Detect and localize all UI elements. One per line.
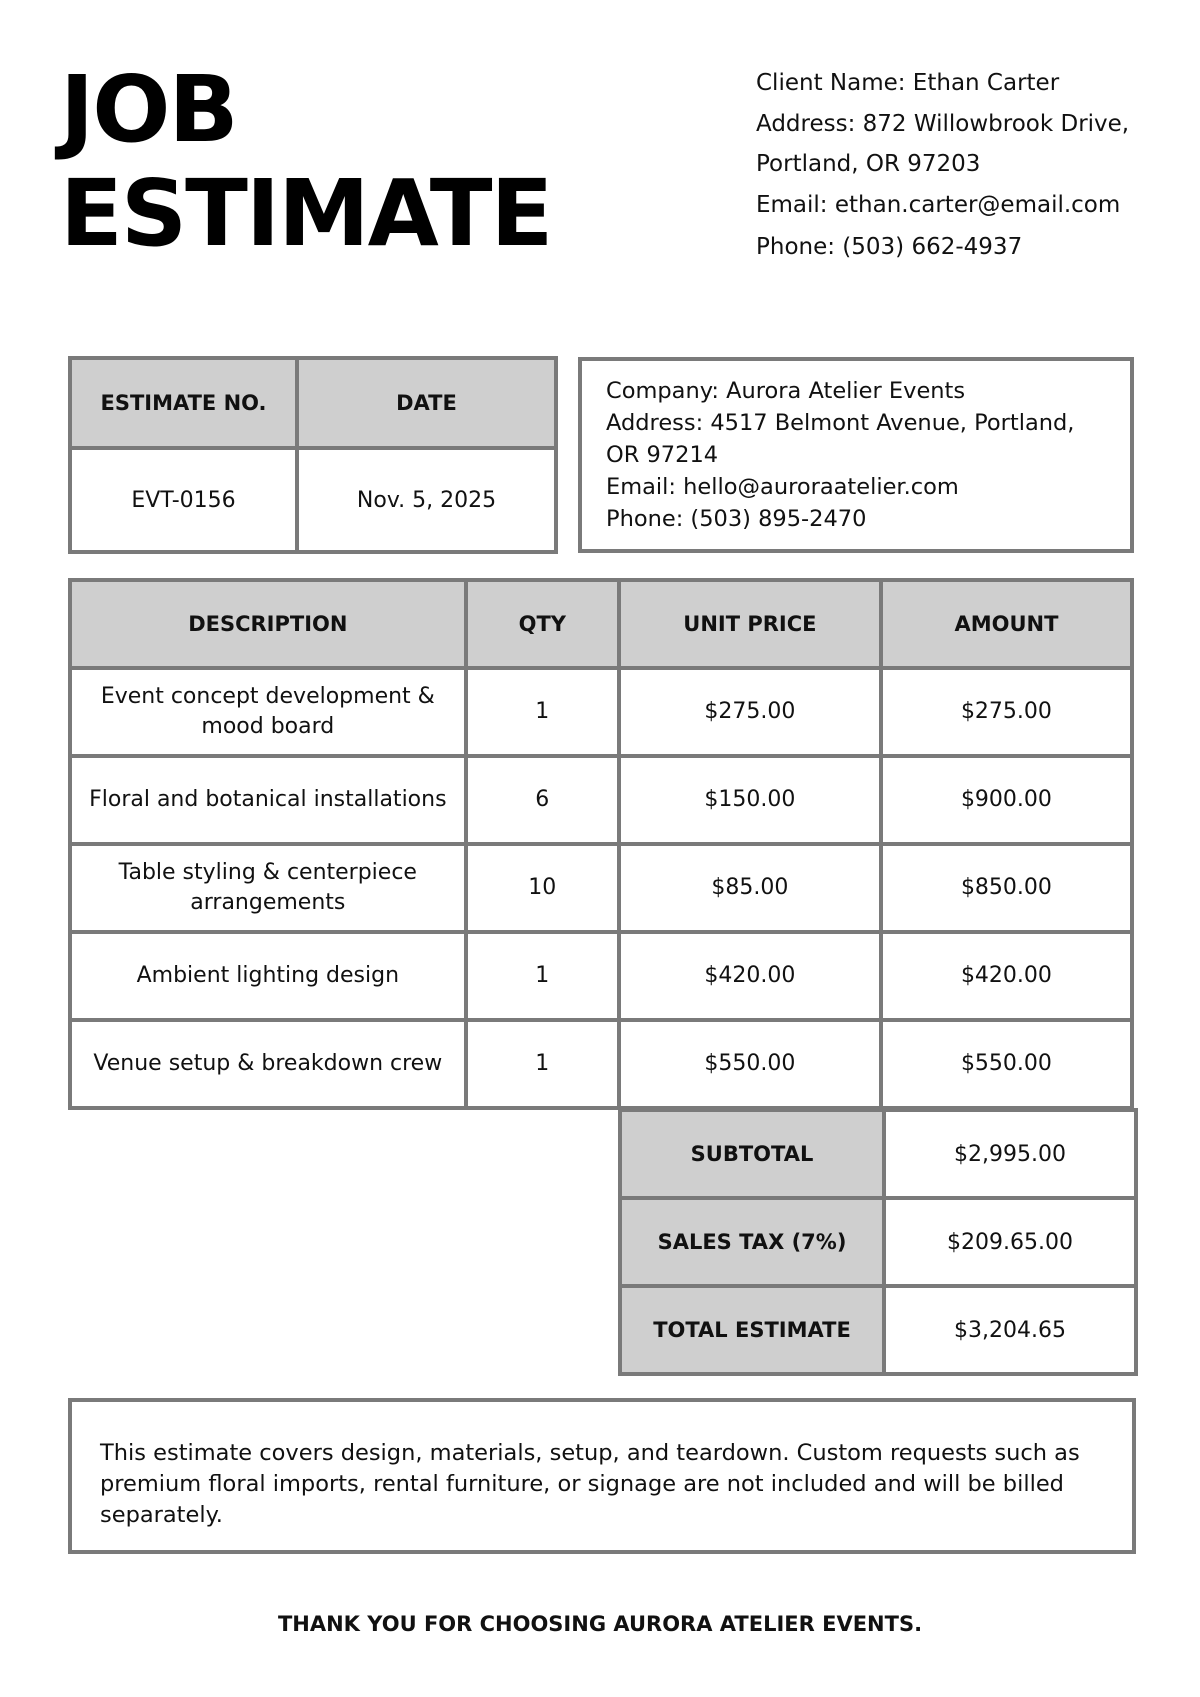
item-qty: 6 xyxy=(466,756,619,844)
item-unit-price: $420.00 xyxy=(619,932,881,1020)
company-address-line-1: Address: 4517 Belmont Avenue, Portland, xyxy=(606,410,1075,436)
item-description: Venue setup & breakdown crew xyxy=(70,1020,466,1108)
item-unit-price: $275.00 xyxy=(619,668,881,756)
estimate-number-header: ESTIMATE NO. xyxy=(70,358,297,448)
title-line-2: ESTIMATE xyxy=(60,160,552,267)
client-email: Email: ethan.carter@email.com xyxy=(756,192,1121,218)
table-row xyxy=(70,844,1132,932)
item-amount: $550.00 xyxy=(881,1020,1132,1108)
item-unit-price: $550.00 xyxy=(619,1020,881,1108)
qty-header: QTY xyxy=(466,580,619,668)
item-amount: $275.00 xyxy=(881,668,1132,756)
notes-box xyxy=(68,1398,1136,1554)
tax-row xyxy=(620,1198,1136,1286)
item-qty: 10 xyxy=(466,844,619,932)
client-name: Client Name: Ethan Carter xyxy=(756,70,1060,96)
line-items-table xyxy=(68,578,1134,1110)
client-address-line-1: Address: 872 Willowbrook Drive, xyxy=(756,111,1130,137)
table-row xyxy=(70,668,1132,756)
table-row xyxy=(70,756,1132,844)
totals-table xyxy=(618,1108,1138,1376)
estimate-number: EVT-0156 xyxy=(70,448,297,552)
table-row xyxy=(70,1020,1132,1108)
item-description: Table styling & centerpiece arrangements xyxy=(70,844,466,932)
client-phone: Phone: (503) 662-4937 xyxy=(756,234,1023,260)
company-email: Email: hello@auroraatelier.com xyxy=(606,474,959,500)
company-info xyxy=(578,357,1134,553)
item-qty: 1 xyxy=(466,932,619,1020)
amount-header: AMOUNT xyxy=(881,580,1132,668)
total-label: TOTAL ESTIMATE xyxy=(620,1286,884,1374)
item-unit-price: $85.00 xyxy=(619,844,881,932)
company-name: Company: Aurora Atelier Events xyxy=(606,378,966,404)
company-phone: Phone: (503) 895-2470 xyxy=(606,506,867,532)
company-address-line-2: OR 97214 xyxy=(606,442,719,468)
total-value: $3,204.65 xyxy=(884,1286,1136,1374)
item-unit-price: $150.00 xyxy=(619,756,881,844)
date-header: DATE xyxy=(297,358,556,448)
tax-value: $209.65.00 xyxy=(884,1198,1136,1286)
footer-thank-you: THANK YOU FOR CHOOSING AURORA ATELIER EVENTS. xyxy=(277,1612,923,1636)
item-description: Floral and botanical installations xyxy=(70,756,466,844)
page-title xyxy=(60,58,580,266)
subtotal-row xyxy=(620,1110,1136,1198)
item-description: Ambient lighting design xyxy=(70,932,466,1020)
total-row xyxy=(620,1286,1136,1374)
unit-price-header: UNIT PRICE xyxy=(619,580,881,668)
client-address-line-2: Portland, OR 97203 xyxy=(756,151,981,177)
estimate-date: Nov. 5, 2025 xyxy=(297,448,556,552)
estimate-meta-table xyxy=(68,356,558,554)
table-row xyxy=(70,932,1132,1020)
subtotal-label: SUBTOTAL xyxy=(620,1110,884,1198)
item-qty: 1 xyxy=(466,668,619,756)
item-amount: $850.00 xyxy=(881,844,1132,932)
item-amount: $420.00 xyxy=(881,932,1132,1020)
subtotal-value: $2,995.00 xyxy=(884,1110,1136,1198)
tax-label: SALES TAX (7%) xyxy=(620,1198,884,1286)
title-line-1: JOB xyxy=(60,56,237,163)
table-header-row xyxy=(70,580,1132,668)
description-header: DESCRIPTION xyxy=(70,580,466,668)
item-amount: $900.00 xyxy=(881,756,1132,844)
item-description: Event concept development & mood board xyxy=(70,668,466,756)
item-qty: 1 xyxy=(466,1020,619,1108)
notes-text: This estimate covers design, materials, setup, and teardown. Custom requests such as premium floral imports, rental furniture, or signage are not included and will be billed separately. xyxy=(100,1440,1080,1528)
client-info xyxy=(756,62,1176,268)
